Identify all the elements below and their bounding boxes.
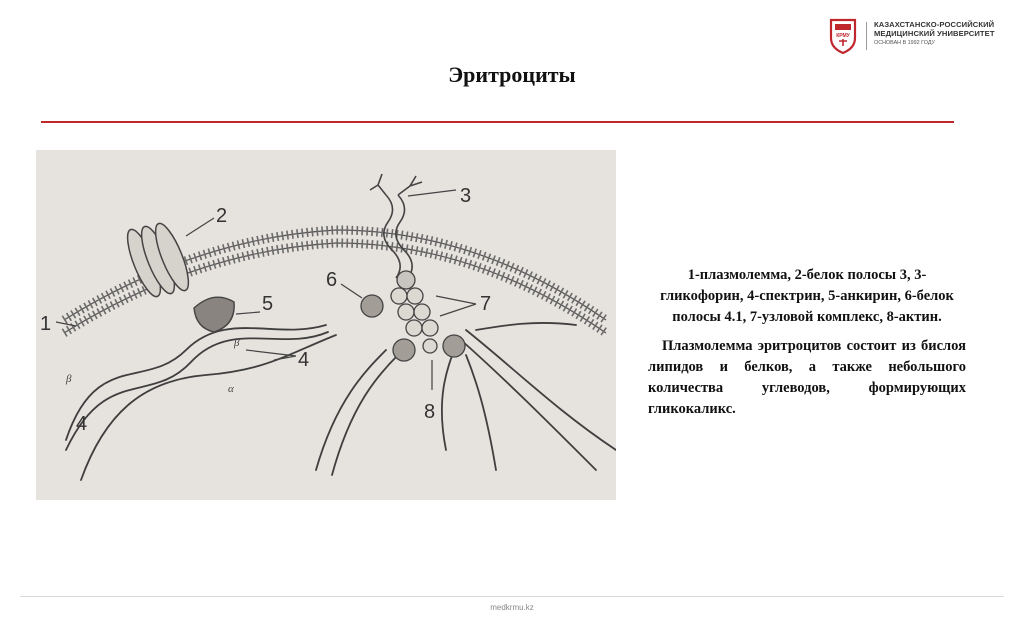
logo-text	[874, 20, 995, 48]
figure-label-4a: 4	[298, 349, 310, 371]
slide-text	[648, 265, 966, 420]
figure-label-1: 1	[40, 313, 52, 335]
greek-label-beta-1: β	[234, 337, 240, 349]
greek-label-alpha: α	[228, 383, 234, 395]
figure-label-7: 7	[480, 293, 492, 315]
footer-site: medkrmu.kz	[490, 603, 534, 612]
figure-label-4b: 4	[76, 413, 88, 435]
membrane-diagram	[36, 150, 616, 500]
figure-label-5: 5	[262, 293, 274, 315]
greek-label-beta-2: β	[66, 373, 72, 385]
slide-title: Эритроциты	[448, 62, 576, 87]
logo-line-1: КАЗАХСТАНСКО-РОССИЙСКИЙ	[874, 20, 995, 29]
figure-label-2: 2	[216, 205, 228, 227]
logo-line-2: МЕДИЦИНСКИЙ УНИВЕРСИТЕТ	[874, 29, 995, 38]
logo-divider	[866, 22, 867, 50]
figure-legend: 1-плазмолемма, 2-белок полосы 3, 3-гликофорин, 4-спектрин, 5-анкирин, 6-белок полосы 4.1, 7-узловой комплекс, 8-актин.	[660, 267, 954, 325]
footer-divider	[20, 596, 1004, 597]
university-logo	[828, 18, 1018, 58]
figure-label-6: 6	[326, 269, 338, 291]
figure-label-8: 8	[424, 401, 436, 423]
membrane-description: Плазмолемма эритроцитов состоит из бислоя липидов и белков, а также небольшого количества углеводов, формирующих гликокаликс.	[648, 338, 966, 417]
title-underline	[41, 121, 954, 123]
figure-label-3: 3	[460, 185, 472, 207]
logo-line-3: ОСНОВАН В 1992 ГОДУ	[874, 40, 935, 46]
logo-badge-text: КРМУ	[836, 33, 850, 39]
shield-logo-icon	[828, 18, 858, 54]
